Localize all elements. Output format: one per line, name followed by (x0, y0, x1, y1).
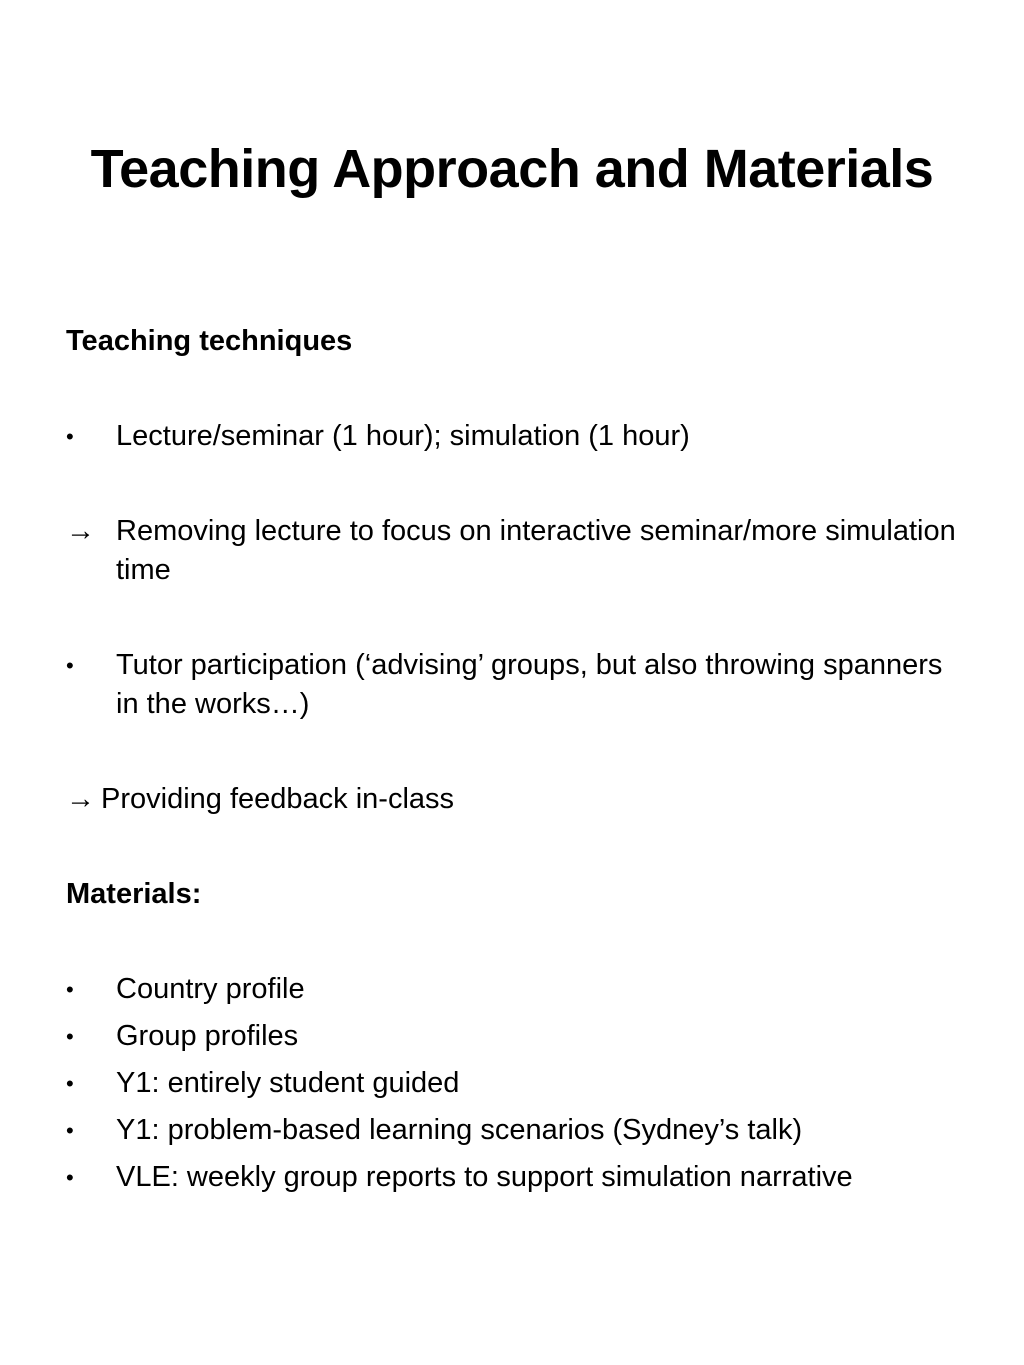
bullet-icon: • (66, 1165, 74, 1190)
material-text-4: Y1: problem-based learning scenarios (Sydney’s talk) (116, 1114, 803, 1146)
material-text-1: Country profile (116, 973, 305, 1005)
material-item-1 (66, 970, 966, 1009)
technique-item-1 (66, 417, 966, 456)
bullet-icon: • (66, 653, 74, 678)
materials-heading: Materials: (66, 878, 202, 910)
feedback-text: Providing feedback in-class (101, 783, 455, 815)
bullet-icon: • (66, 1024, 74, 1049)
bullet-icon: • (66, 1118, 74, 1143)
material-text-5: VLE: weekly group reports to support simulation narrative (116, 1161, 853, 1193)
material-item-5 (66, 1158, 966, 1197)
material-text-3: Y1: entirely student guided (116, 1067, 460, 1099)
material-item-2 (66, 1017, 966, 1056)
bullet-icon: • (66, 424, 74, 449)
slide-content (66, 322, 966, 1197)
bullet-icon: • (66, 1071, 74, 1096)
technique-text-3: Tutor participation (‘advising’ groups, but also throwing spanners in the works…) (116, 649, 943, 720)
feedback-item (66, 780, 966, 819)
slide-title: Teaching Approach and Materials (90, 139, 934, 199)
technique-item-2 (66, 512, 966, 590)
technique-item-3 (66, 646, 966, 724)
material-text-2: Group profiles (116, 1020, 299, 1052)
material-item-4 (66, 1111, 966, 1150)
techniques-heading: Teaching techniques (66, 325, 353, 357)
technique-text-2: Removing lecture to focus on interactive seminar/more simulation time (116, 515, 956, 586)
material-item-3 (66, 1064, 966, 1103)
right-arrow-icon: → (66, 783, 95, 815)
right-arrow-icon: → (66, 515, 95, 547)
technique-text-1: Lecture/seminar (1 hour); simulation (1 hour) (116, 420, 690, 452)
bullet-icon: • (66, 977, 74, 1002)
